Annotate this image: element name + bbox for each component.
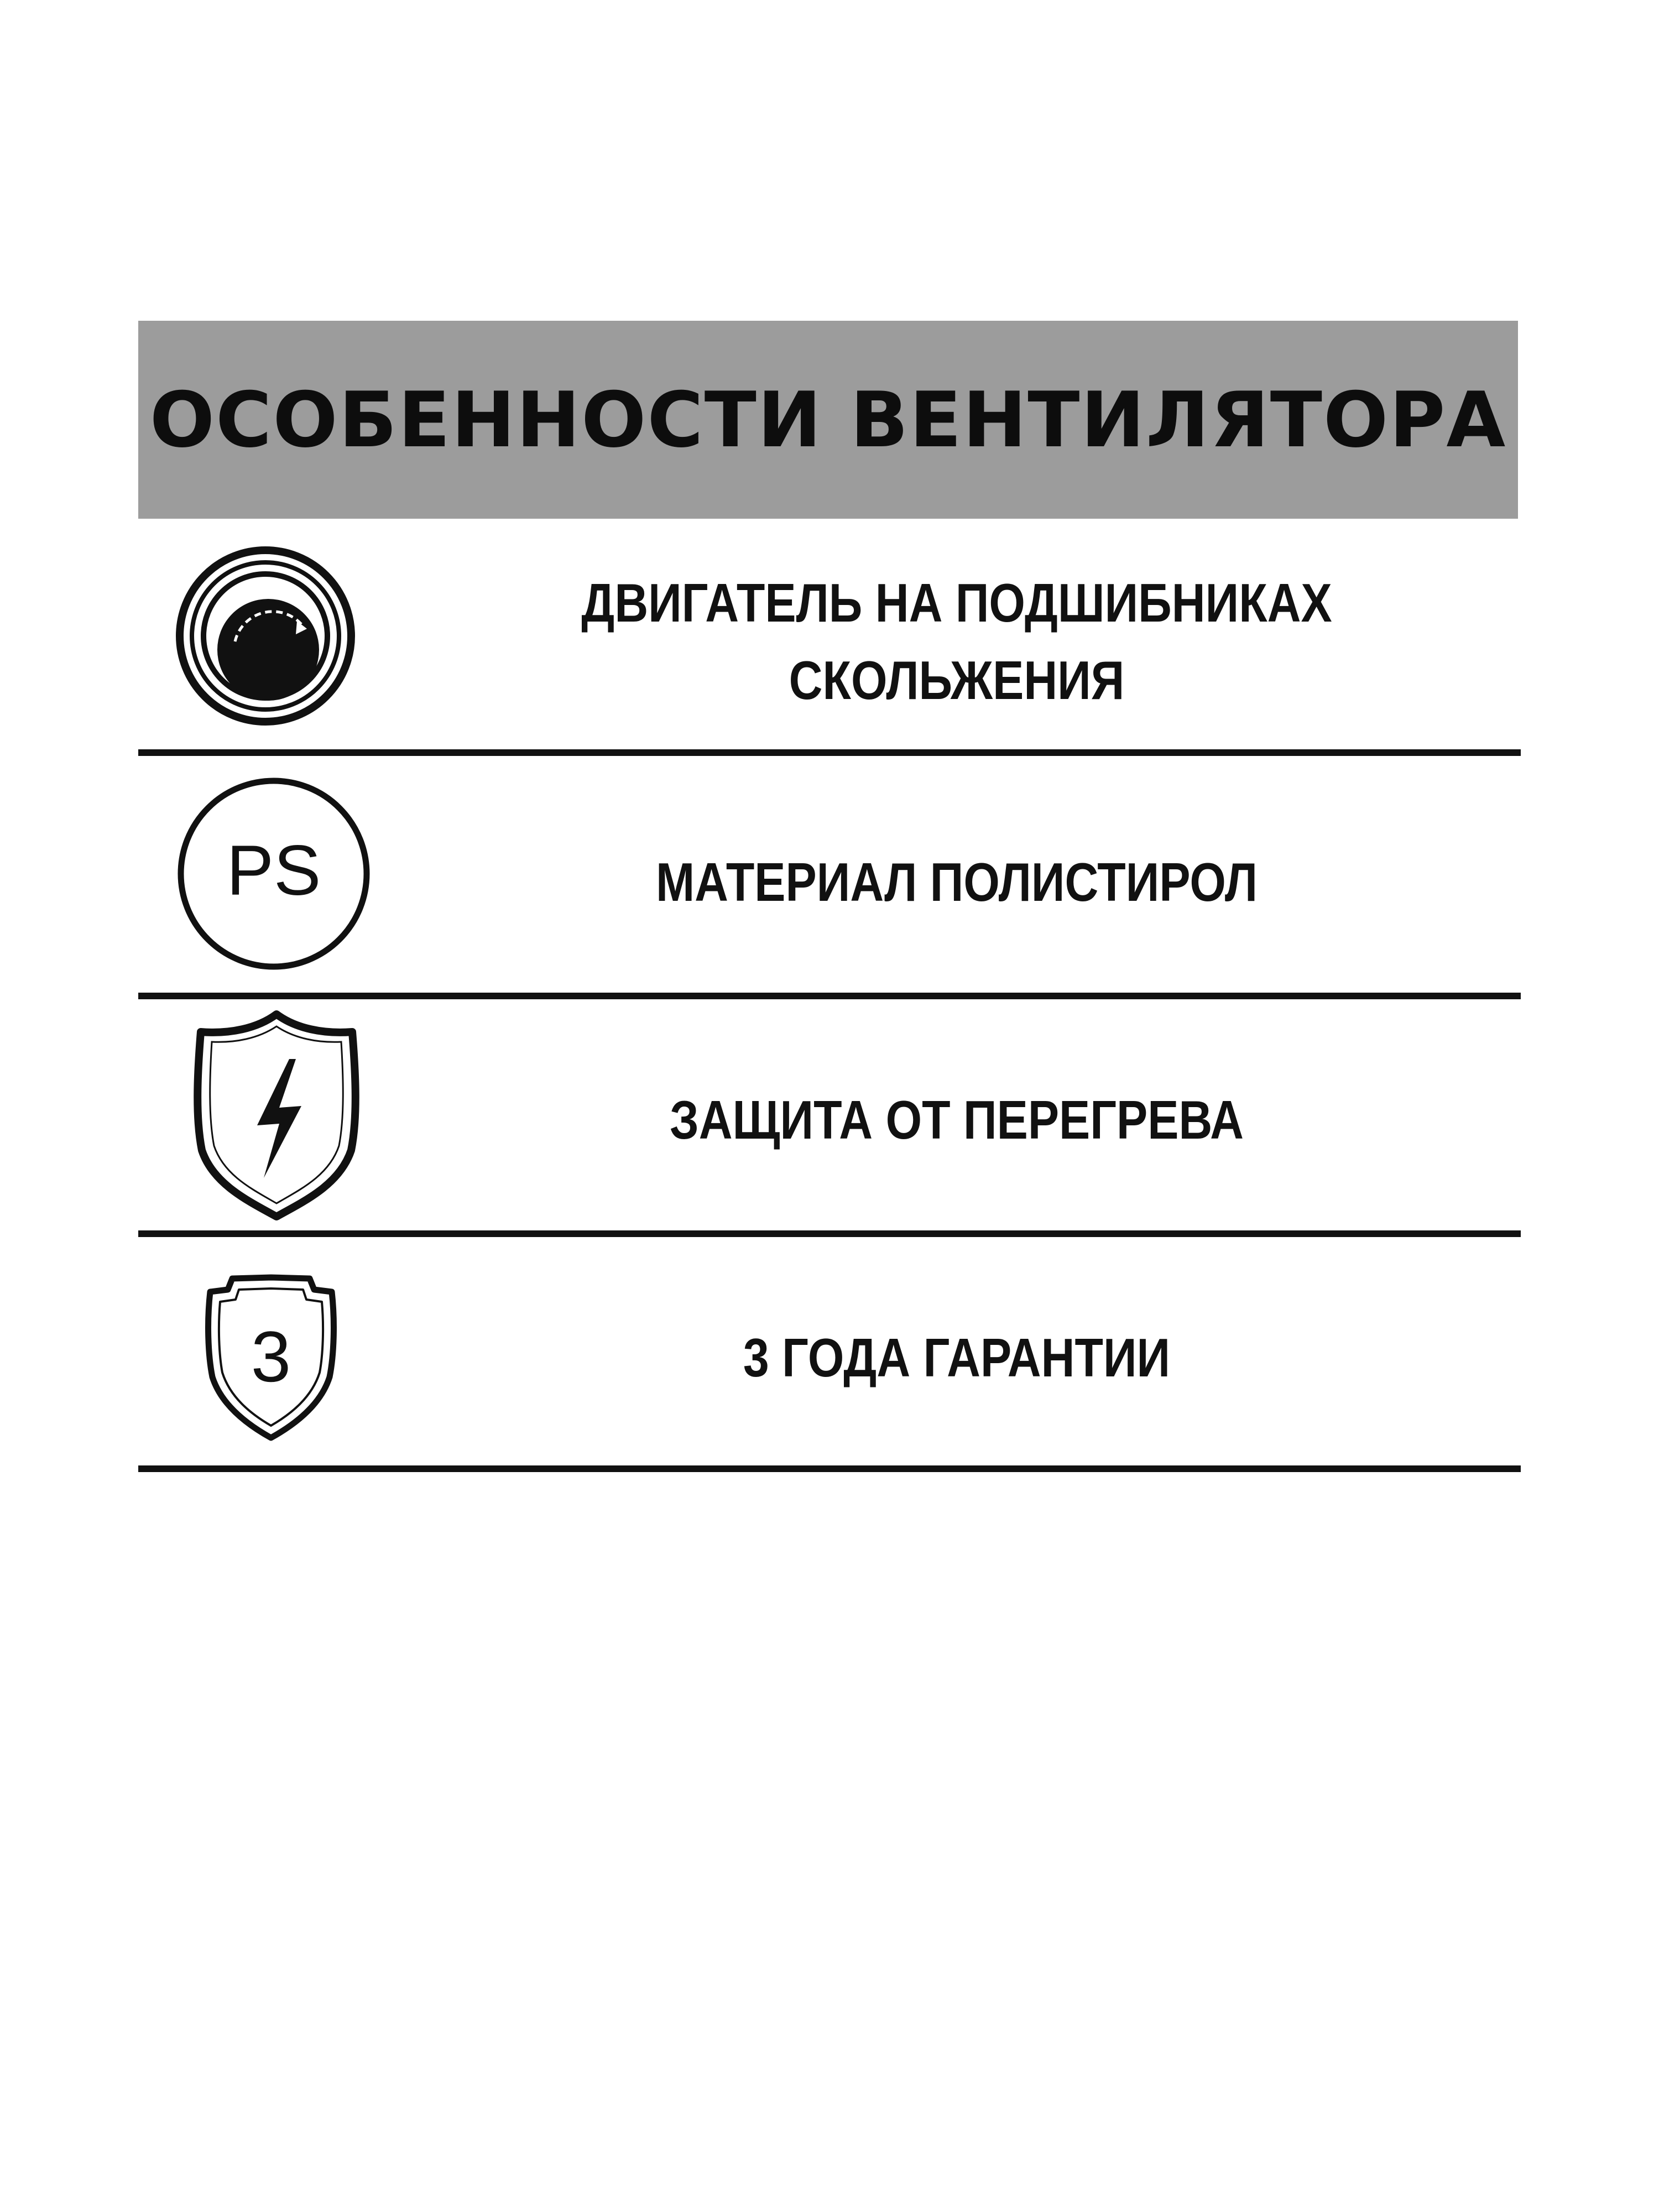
overheat-shield-icon (191, 1006, 362, 1222)
feature-label-material (529, 843, 1385, 921)
feature-label-overheat (529, 1081, 1385, 1159)
page-title: ОСОБЕННОСТИ ВЕНТИЛЯТОРА (149, 375, 1507, 465)
divider (138, 1465, 1521, 1472)
feature-label-line: МАТЕРИАЛ ПОЛИСТИРОЛ (655, 852, 1258, 912)
feature-label-bearing (529, 564, 1385, 719)
divider (138, 749, 1521, 756)
warranty-shield-icon (199, 1272, 343, 1443)
header-band (138, 321, 1518, 519)
feature-label-line: ДВИГАТЕЛЬ НА ПОДШИБНИКАХ (581, 572, 1332, 633)
divider (138, 1230, 1521, 1237)
feature-label-line: ЗАЩИТА ОТ ПЕРЕГРЕВА (670, 1089, 1244, 1150)
warranty-icon-text: 3 (251, 1316, 291, 1397)
feature-label-line: СКОЛЬЖЕНИЯ (789, 650, 1125, 711)
divider (138, 993, 1521, 999)
ps-material-icon (174, 774, 373, 973)
feature-label-line: 3 ГОДА ГАРАНТИИ (743, 1327, 1171, 1388)
ps-icon-text: PS (226, 831, 321, 910)
bearing-icon (174, 545, 357, 727)
feature-label-warranty (529, 1319, 1385, 1396)
